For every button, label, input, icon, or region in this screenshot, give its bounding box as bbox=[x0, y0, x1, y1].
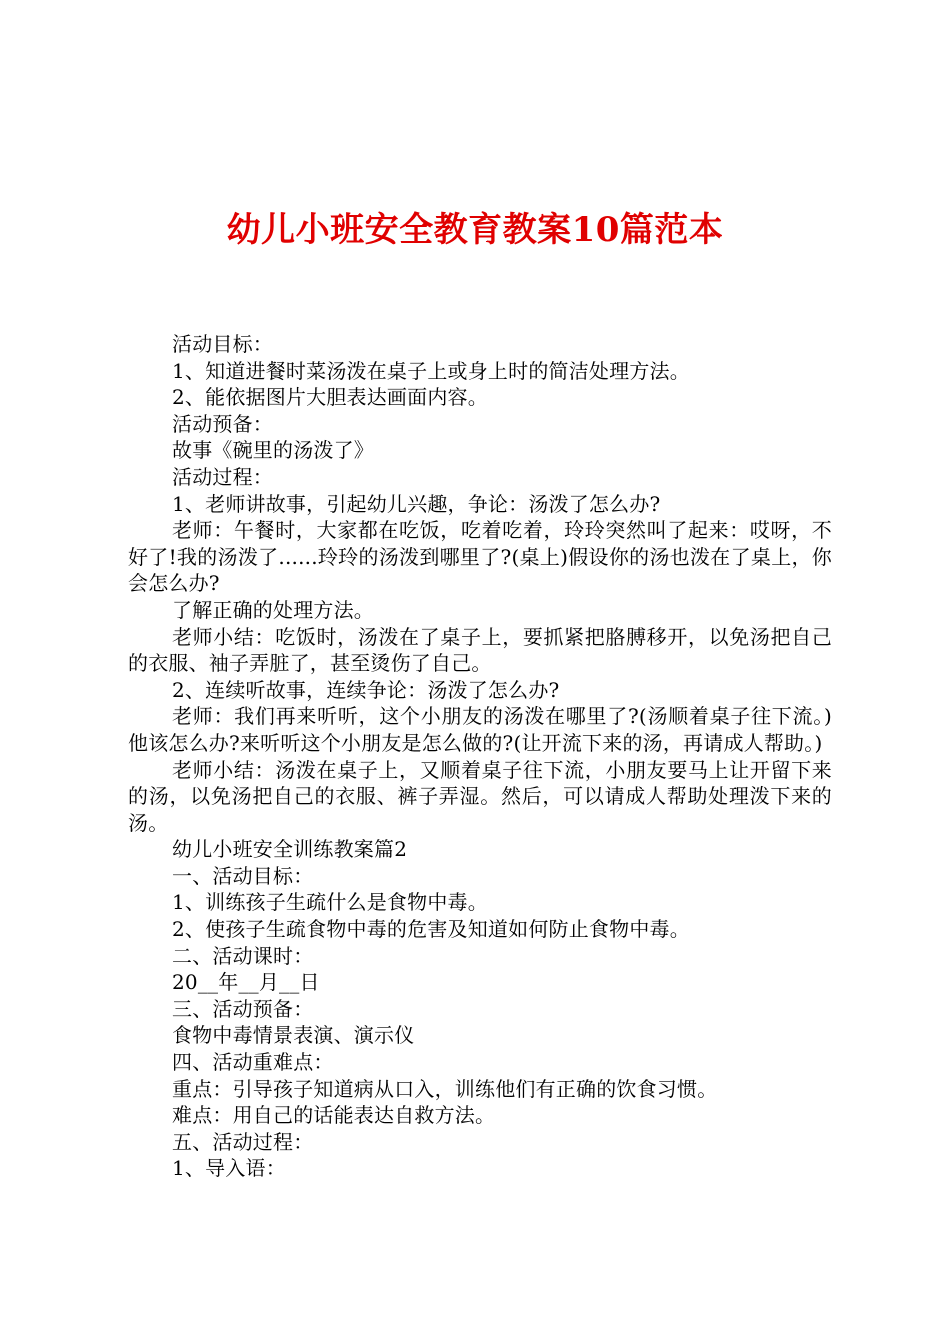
paragraph: 1、训练孩子生疏什么是食物中毒。 bbox=[172, 890, 488, 915]
paragraph: 老师：我们再来听听，这个小朋友的汤泼在哪里了?(汤顺着桌子往下流。)他该怎么办?来听听这个小朋友是怎么做的?(让开流下来的汤，再请成人帮助。) bbox=[128, 704, 832, 755]
paragraph: 五、活动过程： bbox=[172, 1129, 314, 1154]
paragraph: 三、活动预备： bbox=[172, 996, 314, 1021]
paragraph: 活动预备： bbox=[172, 411, 273, 436]
paragraph: 2、连续听故事，连续争论：汤泼了怎么办? bbox=[172, 677, 560, 702]
paragraph: 四、活动重难点： bbox=[172, 1050, 334, 1075]
paragraph: 故事《碗里的汤泼了》 bbox=[172, 438, 374, 463]
paragraph: 一、活动目标： bbox=[172, 863, 314, 888]
paragraph: 1、老师讲故事，引起幼儿兴趣，争论：汤泼了怎么办? bbox=[172, 491, 661, 516]
paragraph: 二、活动课时： bbox=[172, 943, 314, 968]
section-heading: 幼儿小班安全训练教案篇2 bbox=[172, 837, 408, 862]
paragraph: 食物中毒情景表演、演示仪 bbox=[172, 1023, 415, 1048]
document-body bbox=[128, 331, 832, 1182]
paragraph: 老师：午餐时，大家都在吃饭，吃着吃着，玲玲突然叫了起来：哎呀，不好了!我的汤泼了......玲玲的汤泼到哪里了?(桌上)假设你的汤也泼在了桌上，你会怎么办? bbox=[128, 518, 832, 596]
paragraph: 重点：引导孩子知道病从口入，训练他们有正确的饮食习惯。 bbox=[172, 1076, 718, 1101]
document-title: 幼儿小班安全教育教案10篇范本 bbox=[226, 210, 724, 250]
paragraph: 了解正确的处理方法。 bbox=[172, 597, 374, 622]
paragraph: 20__年__月__日 bbox=[172, 970, 320, 995]
paragraph: 活动目标： bbox=[172, 332, 273, 356]
paragraph: 2、能依据图片大胆表达画面内容。 bbox=[172, 385, 488, 410]
paragraph: 老师小结：汤泼在桌子上，又顺着桌子往下流，小朋友要马上让开留下来的汤，以免汤把自己的衣服、裤子弄湿。然后，可以请成人帮助处理泼下来的汤。 bbox=[128, 757, 832, 835]
paragraph: 活动过程： bbox=[172, 464, 273, 489]
paragraph: 难点：用自己的话能表达自救方法。 bbox=[172, 1103, 496, 1128]
paragraph: 老师小结：吃饭时，汤泼在了桌子上，要抓紧把胳膊移开，以免汤把自己的衣服、袖子弄脏了，甚至烫伤了自己。 bbox=[128, 624, 832, 676]
paragraph: 1、知道进餐时菜汤泼在桌子上或身上时的简洁处理方法。 bbox=[172, 358, 690, 383]
paragraph: 2、使孩子生疏食物中毒的危害及知道如何防止食物中毒。 bbox=[172, 917, 690, 942]
paragraph: 1、导入语： bbox=[172, 1156, 286, 1181]
